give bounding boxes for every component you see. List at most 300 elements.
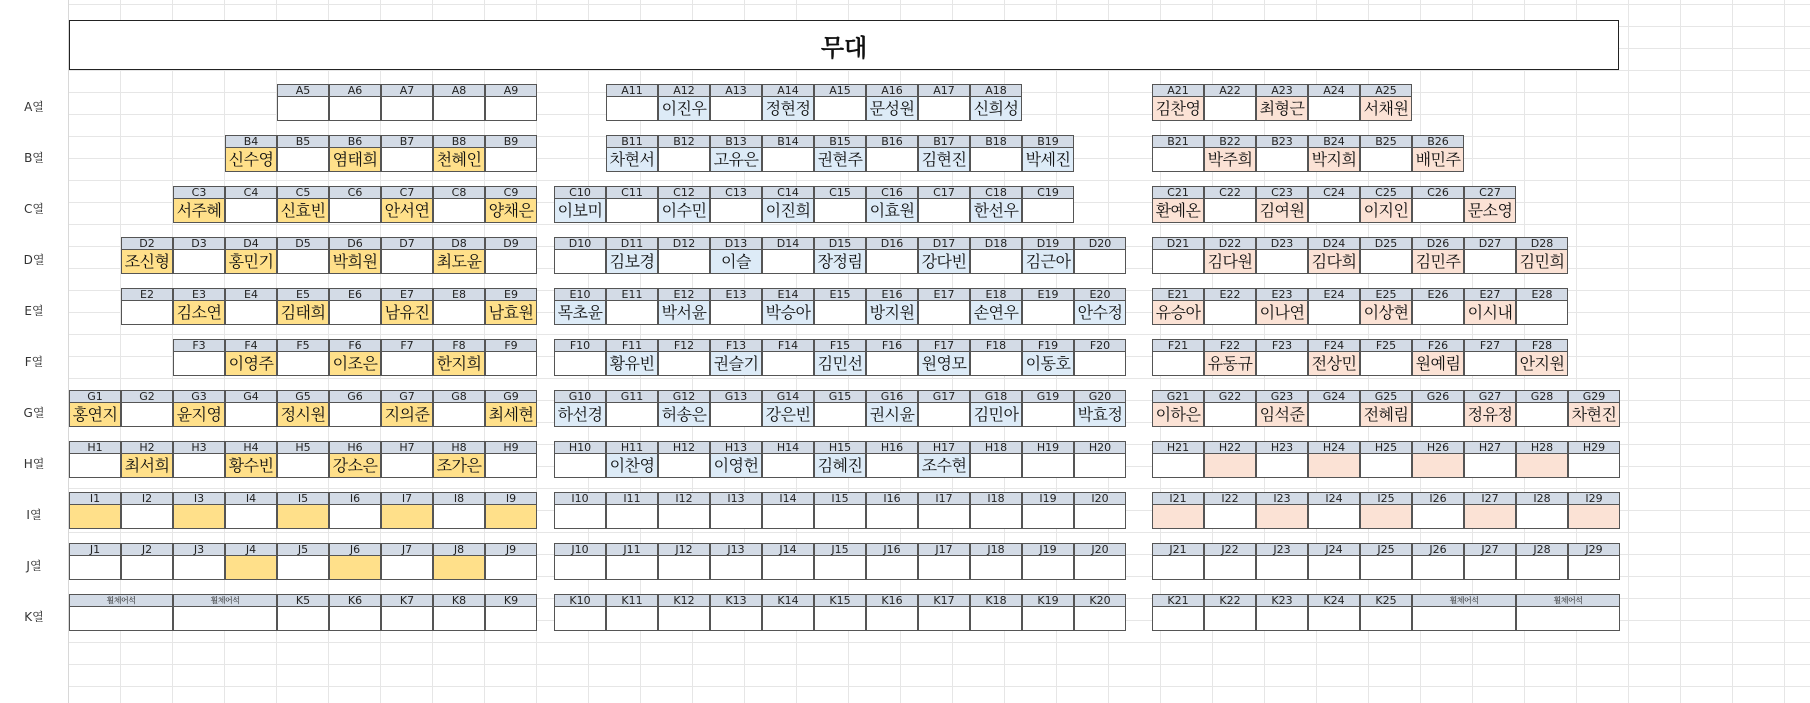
- seat-h19[interactable]: [1022, 441, 1074, 478]
- seat-d8[interactable]: [433, 237, 485, 274]
- seat-g11[interactable]: [606, 390, 658, 427]
- seat-k24[interactable]: [1308, 594, 1360, 631]
- seat-g28[interactable]: [1516, 390, 1568, 427]
- seat-k19[interactable]: [1022, 594, 1074, 631]
- seat-a8[interactable]: [433, 84, 485, 121]
- seat-d11[interactable]: [606, 237, 658, 274]
- seat-i28[interactable]: [1516, 492, 1568, 529]
- seat-d5[interactable]: [277, 237, 329, 274]
- seat-h23[interactable]: [1256, 441, 1308, 478]
- seat-e26[interactable]: [1412, 288, 1464, 325]
- seat-k17[interactable]: [918, 594, 970, 631]
- seat-b24[interactable]: [1308, 135, 1360, 172]
- seat-j18[interactable]: [970, 543, 1022, 580]
- seat-e16[interactable]: [866, 288, 918, 325]
- seat-i23[interactable]: [1256, 492, 1308, 529]
- seat-h17[interactable]: [918, 441, 970, 478]
- seat-d16[interactable]: [866, 237, 918, 274]
- seat-h7[interactable]: [381, 441, 433, 478]
- seat-i29[interactable]: [1568, 492, 1620, 529]
- seat-f12[interactable]: [658, 339, 710, 376]
- seat-wheelchair-k-6[interactable]: [1516, 594, 1620, 631]
- seat-k8[interactable]: [433, 594, 485, 631]
- seat-code: H2: [121, 441, 173, 454]
- seat-g18[interactable]: [970, 390, 1022, 427]
- seat-d13[interactable]: [710, 237, 762, 274]
- seat-d9[interactable]: [485, 237, 537, 274]
- seat-h6[interactable]: [329, 441, 381, 478]
- seat-b21[interactable]: [1152, 135, 1204, 172]
- seat-j17[interactable]: [918, 543, 970, 580]
- seat-d22[interactable]: [1204, 237, 1256, 274]
- seat-f22[interactable]: [1204, 339, 1256, 376]
- seat-j28[interactable]: [1516, 543, 1568, 580]
- seat-wheelchair-k-5[interactable]: [1412, 594, 1516, 631]
- seat-occupant: [277, 148, 329, 172]
- seat-code: E24: [1308, 288, 1360, 301]
- seat-d24[interactable]: [1308, 237, 1360, 274]
- seat-k5[interactable]: [277, 594, 329, 631]
- seat-a23[interactable]: [1256, 84, 1308, 121]
- seat-i17[interactable]: [918, 492, 970, 529]
- seat-j25[interactable]: [1360, 543, 1412, 580]
- seat-g3[interactable]: [173, 390, 225, 427]
- seat-g16[interactable]: [866, 390, 918, 427]
- seat-h22[interactable]: [1204, 441, 1256, 478]
- seat-j1[interactable]: [69, 543, 121, 580]
- seat-occupant: 권슬기: [710, 352, 762, 376]
- seat-j14[interactable]: [762, 543, 814, 580]
- seat-e7[interactable]: [381, 288, 433, 325]
- seat-g15[interactable]: [814, 390, 866, 427]
- seat-d14[interactable]: [762, 237, 814, 274]
- seat-k14[interactable]: [762, 594, 814, 631]
- seat-e20[interactable]: [1074, 288, 1126, 325]
- seat-f9[interactable]: [485, 339, 537, 376]
- seat-k21[interactable]: [1152, 594, 1204, 631]
- seat-wheelchair-k-0[interactable]: [69, 594, 173, 631]
- seat-h5[interactable]: [277, 441, 329, 478]
- seat-a21[interactable]: [1152, 84, 1204, 121]
- seat-j7[interactable]: [381, 543, 433, 580]
- seat-e11[interactable]: [606, 288, 658, 325]
- seat-c4[interactable]: [225, 186, 277, 223]
- seat-i5[interactable]: [277, 492, 329, 529]
- seat-b8[interactable]: [433, 135, 485, 172]
- seat-occupant: [1360, 250, 1412, 274]
- seat-b5[interactable]: [277, 135, 329, 172]
- seat-d15[interactable]: [814, 237, 866, 274]
- seat-b15[interactable]: [814, 135, 866, 172]
- seat-f4[interactable]: [225, 339, 277, 376]
- seat-c19[interactable]: [1022, 186, 1074, 223]
- seat-h2[interactable]: [121, 441, 173, 478]
- seat-e19[interactable]: [1022, 288, 1074, 325]
- seat-f21[interactable]: [1152, 339, 1204, 376]
- seat-a7[interactable]: [381, 84, 433, 121]
- seat-a24[interactable]: [1308, 84, 1360, 121]
- seat-a11[interactable]: [606, 84, 658, 121]
- seat-occupant: 안지원: [1516, 352, 1568, 376]
- seat-d3[interactable]: [173, 237, 225, 274]
- seat-b16[interactable]: [866, 135, 918, 172]
- seat-code: K23: [1256, 594, 1308, 607]
- seat-i13[interactable]: [710, 492, 762, 529]
- seat-g24[interactable]: [1308, 390, 1360, 427]
- seat-a9[interactable]: [485, 84, 537, 121]
- seat-f6[interactable]: [329, 339, 381, 376]
- seat-e5[interactable]: [277, 288, 329, 325]
- seat-g8[interactable]: [433, 390, 485, 427]
- seat-j4[interactable]: [225, 543, 277, 580]
- seat-f14[interactable]: [762, 339, 814, 376]
- seat-h12[interactable]: [658, 441, 710, 478]
- seat-b13[interactable]: [710, 135, 762, 172]
- seat-f10[interactable]: [554, 339, 606, 376]
- seat-g13[interactable]: [710, 390, 762, 427]
- seat-i27[interactable]: [1464, 492, 1516, 529]
- seat-i19[interactable]: [1022, 492, 1074, 529]
- seat-d17[interactable]: [918, 237, 970, 274]
- seat-occupant: 김민아: [970, 403, 1022, 427]
- seat-b12[interactable]: [658, 135, 710, 172]
- seat-code: C15: [814, 186, 866, 199]
- seat-c13[interactable]: [710, 186, 762, 223]
- seat-c24[interactable]: [1308, 186, 1360, 223]
- seat-e17[interactable]: [918, 288, 970, 325]
- seat-j21[interactable]: [1152, 543, 1204, 580]
- seat-h16[interactable]: [866, 441, 918, 478]
- seat-j23[interactable]: [1256, 543, 1308, 580]
- seat-k23[interactable]: [1256, 594, 1308, 631]
- seat-h9[interactable]: [485, 441, 537, 478]
- seat-i14[interactable]: [762, 492, 814, 529]
- seat-b11[interactable]: [606, 135, 658, 172]
- seat-d2[interactable]: [121, 237, 173, 274]
- seat-d23[interactable]: [1256, 237, 1308, 274]
- seat-c25[interactable]: [1360, 186, 1412, 223]
- seat-d20[interactable]: [1074, 237, 1126, 274]
- seat-e15[interactable]: [814, 288, 866, 325]
- seat-b23[interactable]: [1256, 135, 1308, 172]
- seat-j13[interactable]: [710, 543, 762, 580]
- seat-b17[interactable]: [918, 135, 970, 172]
- seat-occupant: 남효원: [485, 301, 537, 325]
- seat-f23[interactable]: [1256, 339, 1308, 376]
- seat-f26[interactable]: [1412, 339, 1464, 376]
- seat-k13[interactable]: [710, 594, 762, 631]
- seat-k22[interactable]: [1204, 594, 1256, 631]
- seat-f17[interactable]: [918, 339, 970, 376]
- seat-c27[interactable]: [1464, 186, 1516, 223]
- seat-f24[interactable]: [1308, 339, 1360, 376]
- seat-i20[interactable]: [1074, 492, 1126, 529]
- seat-h14[interactable]: [762, 441, 814, 478]
- seat-i16[interactable]: [866, 492, 918, 529]
- seat-occupant: [606, 403, 658, 427]
- seat-g22[interactable]: [1204, 390, 1256, 427]
- seat-h1[interactable]: [69, 441, 121, 478]
- seat-b9[interactable]: [485, 135, 537, 172]
- seat-a17[interactable]: [918, 84, 970, 121]
- seat-f11[interactable]: [606, 339, 658, 376]
- seat-e18[interactable]: [970, 288, 1022, 325]
- seat-b22[interactable]: [1204, 135, 1256, 172]
- seat-h27[interactable]: [1464, 441, 1516, 478]
- seat-d18[interactable]: [970, 237, 1022, 274]
- seat-g2[interactable]: [121, 390, 173, 427]
- seat-e12[interactable]: [658, 288, 710, 325]
- seat-c6[interactable]: [329, 186, 381, 223]
- seat-c14[interactable]: [762, 186, 814, 223]
- seat-b14[interactable]: [762, 135, 814, 172]
- seat-i3[interactable]: [173, 492, 225, 529]
- seat-e2[interactable]: [121, 288, 173, 325]
- seat-h8[interactable]: [433, 441, 485, 478]
- seat-k7[interactable]: [381, 594, 433, 631]
- seat-g23[interactable]: [1256, 390, 1308, 427]
- seat-j27[interactable]: [1464, 543, 1516, 580]
- seat-i9[interactable]: [485, 492, 537, 529]
- seat-j15[interactable]: [814, 543, 866, 580]
- seat-a15[interactable]: [814, 84, 866, 121]
- seat-d27[interactable]: [1464, 237, 1516, 274]
- seat-j8[interactable]: [433, 543, 485, 580]
- seat-h24[interactable]: [1308, 441, 1360, 478]
- seat-b19[interactable]: [1022, 135, 1074, 172]
- seat-d4[interactable]: [225, 237, 277, 274]
- seat-c21[interactable]: [1152, 186, 1204, 223]
- seat-j12[interactable]: [658, 543, 710, 580]
- seat-h13[interactable]: [710, 441, 762, 478]
- seat-e23[interactable]: [1256, 288, 1308, 325]
- seat-d12[interactable]: [658, 237, 710, 274]
- seat-occupant: [433, 607, 485, 631]
- seat-e6[interactable]: [329, 288, 381, 325]
- seat-k9[interactable]: [485, 594, 537, 631]
- seat-d6[interactable]: [329, 237, 381, 274]
- seat-b6[interactable]: [329, 135, 381, 172]
- seat-h15[interactable]: [814, 441, 866, 478]
- seat-h11[interactable]: [606, 441, 658, 478]
- seat-f18[interactable]: [970, 339, 1022, 376]
- seat-e4[interactable]: [225, 288, 277, 325]
- seat-h3[interactable]: [173, 441, 225, 478]
- seat-i2[interactable]: [121, 492, 173, 529]
- seat-k20[interactable]: [1074, 594, 1126, 631]
- seat-a13[interactable]: [710, 84, 762, 121]
- seat-j20[interactable]: [1074, 543, 1126, 580]
- seat-a12[interactable]: [658, 84, 710, 121]
- seat-c17[interactable]: [918, 186, 970, 223]
- seat-i1[interactable]: [69, 492, 121, 529]
- seat-b26[interactable]: [1412, 135, 1464, 172]
- seat-f5[interactable]: [277, 339, 329, 376]
- seat-f15[interactable]: [814, 339, 866, 376]
- seat-j22[interactable]: [1204, 543, 1256, 580]
- seat-c16[interactable]: [866, 186, 918, 223]
- seat-c23[interactable]: [1256, 186, 1308, 223]
- seat-e14[interactable]: [762, 288, 814, 325]
- seat-k6[interactable]: [329, 594, 381, 631]
- seat-occupant: 박주희: [1204, 148, 1256, 172]
- seat-g14[interactable]: [762, 390, 814, 427]
- seat-d26[interactable]: [1412, 237, 1464, 274]
- seat-h10[interactable]: [554, 441, 606, 478]
- seat-c10[interactable]: [554, 186, 606, 223]
- seat-c9[interactable]: [485, 186, 537, 223]
- seat-g9[interactable]: [485, 390, 537, 427]
- seat-occupant: [1074, 352, 1126, 376]
- seat-a6[interactable]: [329, 84, 381, 121]
- seat-h29[interactable]: [1568, 441, 1620, 478]
- seat-j3[interactable]: [173, 543, 225, 580]
- seat-e9[interactable]: [485, 288, 537, 325]
- seat-h4[interactable]: [225, 441, 277, 478]
- seat-a16[interactable]: [866, 84, 918, 121]
- seat-f19[interactable]: [1022, 339, 1074, 376]
- seat-i10[interactable]: [554, 492, 606, 529]
- seat-i15[interactable]: [814, 492, 866, 529]
- seat-a14[interactable]: [762, 84, 814, 121]
- seat-f25[interactable]: [1360, 339, 1412, 376]
- seat-e27[interactable]: [1464, 288, 1516, 325]
- seat-c7[interactable]: [381, 186, 433, 223]
- seat-code: I16: [866, 492, 918, 505]
- seat-g25[interactable]: [1360, 390, 1412, 427]
- seat-j6[interactable]: [329, 543, 381, 580]
- seat-k12[interactable]: [658, 594, 710, 631]
- seat-j29[interactable]: [1568, 543, 1620, 580]
- seat-d7[interactable]: [381, 237, 433, 274]
- seat-h20[interactable]: [1074, 441, 1126, 478]
- seat-g17[interactable]: [918, 390, 970, 427]
- seat-b4[interactable]: [225, 135, 277, 172]
- seat-f28[interactable]: [1516, 339, 1568, 376]
- seat-g27[interactable]: [1464, 390, 1516, 427]
- seat-h21[interactable]: [1152, 441, 1204, 478]
- seat-c5[interactable]: [277, 186, 329, 223]
- seat-h26[interactable]: [1412, 441, 1464, 478]
- seat-j5[interactable]: [277, 543, 329, 580]
- seat-e21[interactable]: [1152, 288, 1204, 325]
- seat-g20[interactable]: [1074, 390, 1126, 427]
- seat-c11[interactable]: [606, 186, 658, 223]
- seat-e10[interactable]: [554, 288, 606, 325]
- seat-i18[interactable]: [970, 492, 1022, 529]
- seat-f3[interactable]: [173, 339, 225, 376]
- seat-i12[interactable]: [658, 492, 710, 529]
- seat-b18[interactable]: [970, 135, 1022, 172]
- seat-g1[interactable]: [69, 390, 121, 427]
- seat-f13[interactable]: [710, 339, 762, 376]
- seat-g4[interactable]: [225, 390, 277, 427]
- seat-g6[interactable]: [329, 390, 381, 427]
- seat-k10[interactable]: [554, 594, 606, 631]
- seat-j2[interactable]: [121, 543, 173, 580]
- seat-g26[interactable]: [1412, 390, 1464, 427]
- seat-h18[interactable]: [970, 441, 1022, 478]
- seat-g12[interactable]: [658, 390, 710, 427]
- seat-j11[interactable]: [606, 543, 658, 580]
- seat-c8[interactable]: [433, 186, 485, 223]
- seat-e25[interactable]: [1360, 288, 1412, 325]
- seat-f7[interactable]: [381, 339, 433, 376]
- seat-a22[interactable]: [1204, 84, 1256, 121]
- seat-i26[interactable]: [1412, 492, 1464, 529]
- seat-j9[interactable]: [485, 543, 537, 580]
- seat-e24[interactable]: [1308, 288, 1360, 325]
- seat-i22[interactable]: [1204, 492, 1256, 529]
- seat-k15[interactable]: [814, 594, 866, 631]
- seat-e13[interactable]: [710, 288, 762, 325]
- seat-j26[interactable]: [1412, 543, 1464, 580]
- seat-e28[interactable]: [1516, 288, 1568, 325]
- seat-i6[interactable]: [329, 492, 381, 529]
- seat-b7[interactable]: [381, 135, 433, 172]
- seat-i8[interactable]: [433, 492, 485, 529]
- seat-e8[interactable]: [433, 288, 485, 325]
- seat-wheelchair-k-1[interactable]: [173, 594, 277, 631]
- seat-f27[interactable]: [1464, 339, 1516, 376]
- seat-c3[interactable]: [173, 186, 225, 223]
- seat-k25[interactable]: [1360, 594, 1412, 631]
- seat-i4[interactable]: [225, 492, 277, 529]
- seat-g5[interactable]: [277, 390, 329, 427]
- seat-g29[interactable]: [1568, 390, 1620, 427]
- seat-k16[interactable]: [866, 594, 918, 631]
- seat-a5[interactable]: [277, 84, 329, 121]
- seat-c22[interactable]: [1204, 186, 1256, 223]
- seat-i21[interactable]: [1152, 492, 1204, 529]
- seat-g21[interactable]: [1152, 390, 1204, 427]
- seat-f20[interactable]: [1074, 339, 1126, 376]
- seat-d21[interactable]: [1152, 237, 1204, 274]
- seat-d19[interactable]: [1022, 237, 1074, 274]
- seat-h28[interactable]: [1516, 441, 1568, 478]
- seat-h25[interactable]: [1360, 441, 1412, 478]
- seat-f16[interactable]: [866, 339, 918, 376]
- seat-a18[interactable]: [970, 84, 1022, 121]
- seat-i7[interactable]: [381, 492, 433, 529]
- seat-j10[interactable]: [554, 543, 606, 580]
- seat-d10[interactable]: [554, 237, 606, 274]
- seat-b25[interactable]: [1360, 135, 1412, 172]
- seat-c15[interactable]: [814, 186, 866, 223]
- seat-d28[interactable]: [1516, 237, 1568, 274]
- seat-i11[interactable]: [606, 492, 658, 529]
- seat-e22[interactable]: [1204, 288, 1256, 325]
- seat-i24[interactable]: [1308, 492, 1360, 529]
- seat-code: E8: [433, 288, 485, 301]
- seat-g19[interactable]: [1022, 390, 1074, 427]
- seat-d25[interactable]: [1360, 237, 1412, 274]
- seat-i25[interactable]: [1360, 492, 1412, 529]
- seat-c12[interactable]: [658, 186, 710, 223]
- seat-e3[interactable]: [173, 288, 225, 325]
- seat-c26[interactable]: [1412, 186, 1464, 223]
- seat-g10[interactable]: [554, 390, 606, 427]
- seat-c18[interactable]: [970, 186, 1022, 223]
- seat-f8[interactable]: [433, 339, 485, 376]
- seat-j24[interactable]: [1308, 543, 1360, 580]
- seat-g7[interactable]: [381, 390, 433, 427]
- seat-k18[interactable]: [970, 594, 1022, 631]
- seat-a25[interactable]: [1360, 84, 1412, 121]
- seat-j19[interactable]: [1022, 543, 1074, 580]
- seat-k11[interactable]: [606, 594, 658, 631]
- seat-j16[interactable]: [866, 543, 918, 580]
